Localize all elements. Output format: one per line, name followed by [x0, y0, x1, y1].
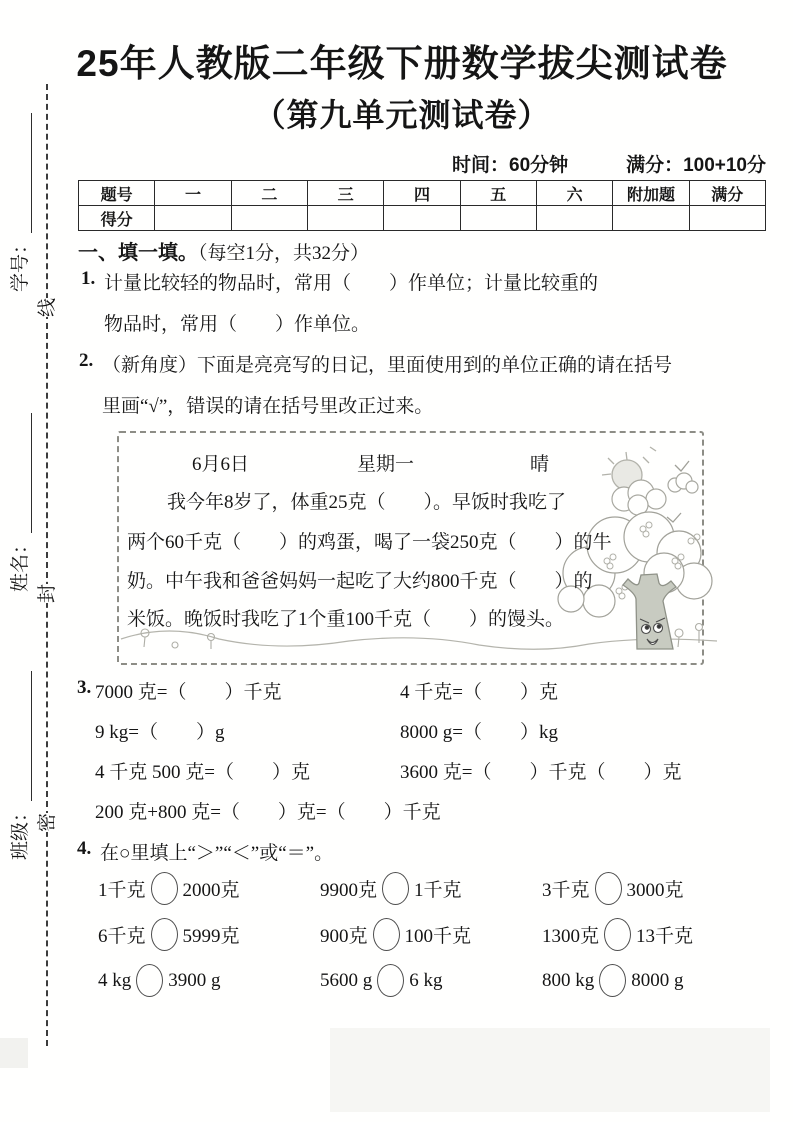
q3-item: 200 克+800 克=（ ）克=（ ）千克 [95, 802, 441, 823]
diary-line: 两个60千克（ ）的鸡蛋，喝了一袋250克（ ）的牛 [127, 532, 612, 553]
comparison-right: 6 kg [409, 969, 443, 991]
score-table-header-cell: 题号 [79, 181, 155, 206]
q3-row [95, 797, 441, 824]
comparison-right: 5999克 [182, 926, 240, 947]
comparison-item [320, 872, 542, 905]
comparison-left: 9900克 [320, 880, 378, 901]
score-value-cell [384, 206, 460, 231]
seal-dashed-line [46, 84, 48, 1046]
comparison-item [320, 964, 542, 997]
score-table-header-row [79, 181, 766, 206]
comparison-item [542, 964, 684, 997]
q2-line1: （新角度）下面是亮亮写的日记，里面使用到的单位正确的请在括号 [102, 355, 673, 376]
score-value-cell [155, 206, 231, 231]
section-one-heading [78, 236, 369, 265]
diary-box [117, 431, 704, 665]
q4-number: 4. [77, 838, 92, 859]
comparison-circle [151, 872, 178, 905]
scan-artifact [0, 1038, 28, 1068]
paper-title: 25年人教版二年级下册数学拔尖测试卷 [76, 43, 728, 84]
q3-row [95, 757, 681, 784]
score-table-score-row [79, 206, 766, 231]
comparison-item [542, 872, 684, 905]
score-value-cell [307, 206, 383, 231]
q3-item: 3600 克=（ ）千克（ ）克 [400, 762, 682, 783]
comparison-left: 5600 g [320, 969, 373, 991]
q3-row [95, 677, 558, 704]
student-id-blank [11, 113, 32, 233]
comparison-left: 900克 [320, 926, 368, 947]
diary-weather: 晴 [530, 454, 550, 475]
comparison-item [98, 964, 320, 997]
comparison-right: 13千克 [636, 926, 694, 947]
score-table-header-cell: 三 [307, 181, 383, 206]
diary-line: 米饭。晚饭时我吃了1个重100千克（ ）的馒头。 [127, 609, 565, 630]
comparison-circle [604, 918, 631, 951]
score-value-cell [536, 206, 612, 231]
student-id-field [6, 113, 32, 292]
q3-item: 7000 克=（ ）千克 [95, 682, 282, 703]
score-table-header-cell: 满分 [689, 181, 765, 206]
q3-item: 4 千克=（ ）克 [400, 682, 558, 703]
comparison-circle [599, 964, 626, 997]
score-row-label: 得分 [79, 206, 155, 231]
q1-line2: 物品时，常用（ ）作单位。 [104, 314, 371, 335]
student-id-label: 学号： [10, 234, 31, 292]
comparison-item [542, 918, 693, 951]
comparison-left: 1300克 [542, 926, 600, 947]
comparison-circle [136, 964, 163, 997]
q3-number: 3. [77, 677, 92, 698]
q3-row [95, 717, 558, 744]
comparison-left: 800 kg [542, 969, 595, 991]
score-table-header-cell: 六 [536, 181, 612, 206]
q4-row [98, 964, 684, 997]
q3-item: 4 千克 500 克=（ ）克 [95, 762, 310, 783]
score-table-header-cell: 四 [384, 181, 460, 206]
comparison-right: 8000 g [631, 969, 684, 991]
score-table-header-cell: 二 [231, 181, 307, 206]
diary-weekday: 星期一 [357, 454, 415, 475]
comparison-circle [595, 872, 622, 905]
section-one-points: （每空1分，共32分） [198, 243, 370, 264]
class-label: 班级： [10, 802, 31, 860]
comparison-item [320, 918, 542, 951]
comparison-left: 3千克 [542, 880, 590, 901]
score-table-header-cell: 附加题 [613, 181, 689, 206]
diary-line: 我今年8岁了，体重25克（ ）。早饭时我吃了 [167, 492, 567, 513]
score-value-cell [613, 206, 689, 231]
seal-char-feng: 封 [37, 583, 58, 603]
q1-number: 1. [81, 268, 96, 289]
comparison-circle [377, 964, 404, 997]
comparison-left: 4 kg [98, 969, 132, 991]
q2-line2: 里画“√”，错误的请在括号里改正过来。 [102, 396, 434, 417]
diary-date: 6月6日 [192, 454, 250, 475]
score-table-header-cell: 一 [155, 181, 231, 206]
q4-heading: 在○里填上“＞”“＜”或“＝”。 [100, 843, 334, 864]
score-table-header-cell: 五 [460, 181, 536, 206]
comparison-right: 3000克 [626, 880, 684, 901]
score-value-cell [689, 206, 765, 231]
comparison-circle [382, 872, 409, 905]
q3-item: 8000 g=（ ）kg [400, 722, 558, 743]
scan-artifact [330, 1028, 770, 1112]
paper-subtitle: （第九单元测试卷） [253, 97, 551, 133]
exam-meta [452, 150, 766, 177]
full-score: 满分：100+10分 [626, 155, 766, 176]
comparison-item [98, 872, 320, 905]
class-blank [11, 671, 32, 801]
q4-row [98, 918, 693, 951]
q4-row [98, 872, 684, 905]
name-field [6, 413, 32, 592]
score-value-cell [231, 206, 307, 231]
comparison-right: 100千克 [404, 926, 472, 947]
score-value-cell [460, 206, 536, 231]
comparison-right: 1千克 [414, 880, 462, 901]
diary-line: 奶。中午我和爸爸妈妈一起吃了大约800千克（ ）的 [127, 571, 593, 592]
class-field [6, 671, 32, 860]
time-limit: 时间：60分钟 [452, 155, 569, 176]
comparison-right: 2000克 [182, 880, 240, 901]
comparison-left: 6千克 [98, 926, 146, 947]
name-label: 姓名： [10, 534, 31, 592]
comparison-item [98, 918, 320, 951]
comparison-right: 3900 g [168, 969, 221, 991]
score-table [78, 180, 766, 231]
q1-line1: 计量比较轻的物品时，常用（ ）作单位；计量比较重的 [104, 273, 599, 294]
section-one-title: 一、填一填。 [78, 242, 198, 264]
seal-char-line: 线 [37, 297, 58, 317]
q2-number: 2. [79, 350, 94, 371]
comparison-circle [373, 918, 400, 951]
comparison-left: 1千克 [98, 880, 146, 901]
q3-item: 9 kg=（ ）g [95, 722, 225, 743]
comparison-circle [151, 918, 178, 951]
name-blank [11, 413, 32, 533]
seal-char-mi: 密 [37, 812, 58, 832]
